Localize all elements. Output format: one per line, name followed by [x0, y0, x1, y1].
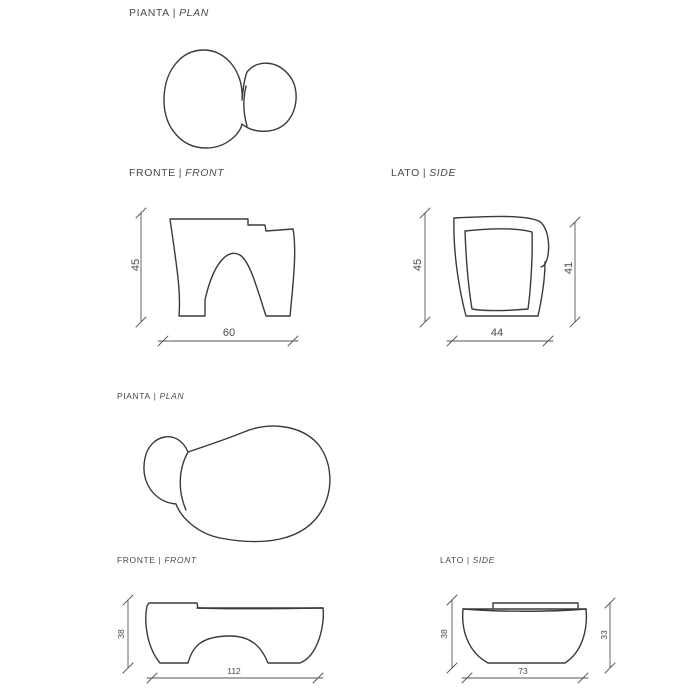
dim-top-side-width: 44 [490, 327, 504, 339]
dim-bottom-front-height: 38 [116, 629, 126, 639]
separator: | [422, 167, 427, 179]
bottom-front-title-en: FRONT [164, 555, 197, 565]
top-side-outline [454, 216, 549, 316]
top-front-outline [170, 219, 295, 316]
dim-bottom-side-height: 38 [439, 629, 449, 639]
bottom-side-outline [463, 603, 587, 663]
bottom-plan-outline [144, 426, 330, 541]
dim-top-side-height: 45 [412, 258, 424, 272]
bottom-side-title-en: SIDE [472, 555, 495, 565]
dim-bottom-side-seat-height: 33 [599, 630, 609, 640]
dim-top-front-width: 60 [222, 327, 236, 339]
separator: | [172, 7, 177, 19]
dim-top-front-height: 45 [130, 258, 142, 272]
top-plan-title-it: PIANTA [129, 7, 170, 19]
top-front-title-en: FRONT [185, 167, 225, 179]
separator: | [158, 555, 162, 565]
top-front-title-it: FRONTE [129, 167, 176, 179]
bottom-front-outline [146, 603, 324, 663]
top-plan-title-en: PLAN [179, 7, 209, 19]
separator: | [178, 167, 183, 179]
top-side-title-en: SIDE [429, 167, 457, 179]
bottom-front-title-it: FRONTE [117, 555, 156, 565]
dim-bottom-front-width: 112 [227, 666, 241, 676]
separator: | [466, 555, 470, 565]
bottom-side-title-it: LATO [440, 555, 464, 565]
top-plan-outline [164, 50, 296, 148]
dim-bottom-side-width: 73 [518, 666, 528, 676]
bottom-plan-title-it: PIANTA [117, 391, 151, 401]
top-side-title-it: LATO [391, 167, 420, 179]
bottom-plan-title-en: PLAN [159, 391, 185, 401]
separator: | [153, 391, 157, 401]
dim-top-side-seat-height: 41 [563, 261, 575, 275]
